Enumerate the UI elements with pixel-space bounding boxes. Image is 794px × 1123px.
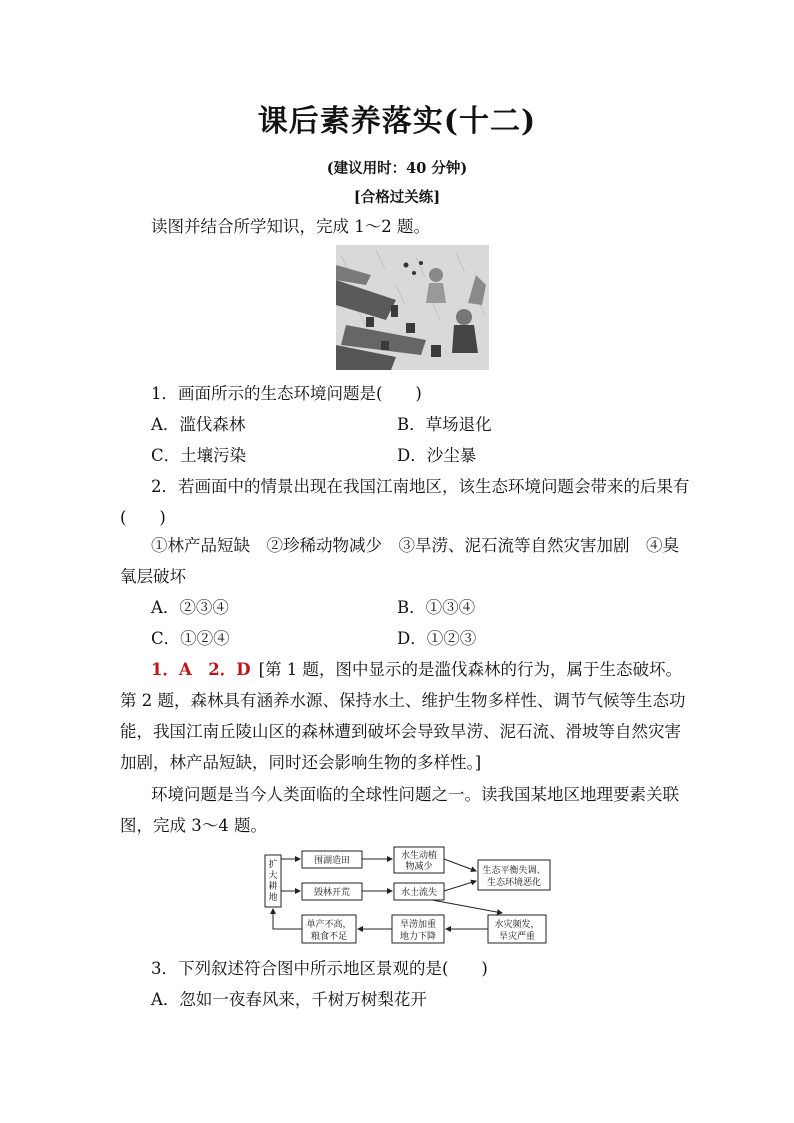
- q1-option-c: C．土壤污染: [151, 446, 247, 465]
- diagram-box6-line2: 旱灾严重: [498, 932, 536, 942]
- answer-line1: [151, 660, 682, 680]
- answer-key: 1．A 2．D: [151, 660, 251, 679]
- deforestation-illustration: [336, 245, 489, 370]
- q2-options-line2: 氧层破坏: [120, 567, 186, 586]
- q2-options-line1: ①林产品短缺 ②珍稀动物减少 ③旱涝、泥石流等自然灾害加剧 ④臭: [151, 536, 679, 555]
- diagram-box1: 围湖造田: [313, 856, 351, 866]
- answer-line2: 第 2 题，森林具有涵养水源、保持水土、维护生物多样性、调节气候等生态功: [120, 691, 686, 710]
- page-title: 课后素养落实(十二): [257, 104, 537, 139]
- q2-option-c: C．①②④: [151, 629, 230, 648]
- diagram-expand-char4: 地: [268, 893, 278, 903]
- q1-option-a: A．滥伐森林: [151, 415, 246, 434]
- diagram-expand-char3: 耕: [268, 882, 278, 892]
- q3-option-a: A．忽如一夜春风来，千树万树梨花开: [151, 990, 427, 1009]
- q2-stem-line2: ( ): [120, 508, 166, 527]
- answer-line3: 能，我国江南丘陵山区的森林遭到破坏会导致旱涝、泥石流、滑坡等自然灾害: [120, 722, 681, 741]
- answer-line4: 加剧，林产品短缺，同时还会影响生物的多样性。]: [120, 753, 482, 772]
- q3-stem: 3．下列叙述符合图中所示地区景观的是( ): [151, 959, 488, 978]
- intro-2-line1: 环境问题是当今人类面临的全球性问题之一。读我国某地区地理要素关联: [151, 785, 679, 804]
- q1-stem: 1．画面所示的生态环境问题是( ): [151, 384, 422, 403]
- diagram-box5-line2: 生态环境恶化: [486, 878, 542, 888]
- diagram-box3-line1: 水生动植: [400, 851, 438, 861]
- answer-explanation-1: [第 1 题，图中显示的是滥伐森林的行为，属于生态破坏。: [258, 660, 683, 679]
- intro-2-line2: 图，完成 3～4 题。: [120, 816, 267, 835]
- diagram-box6-line1: 水灾频发，: [494, 920, 540, 930]
- diagram-expand-char2: 大: [268, 871, 278, 881]
- diagram-box8-line2: 粮食不足: [310, 932, 348, 942]
- q1-option-d: D．沙尘暴: [397, 446, 477, 465]
- q2-option-d: D．①②③: [397, 629, 477, 648]
- q2-option-a: A．②③④: [151, 598, 229, 617]
- relation-diagram: [262, 845, 562, 945]
- diagram-box8-line1: 单产不高，: [306, 920, 352, 930]
- diagram-box3-line2: 物减少: [405, 862, 433, 872]
- diagram-box5-line1: 生态平衡失调、: [482, 866, 546, 876]
- intro-1: 读图并结合所学知识，完成 1～2 题。: [151, 217, 430, 236]
- diagram-box4: 水土流失: [400, 888, 438, 898]
- diagram-box7-line2: 地力下降: [399, 932, 437, 942]
- q2-option-b: B．①③④: [397, 598, 476, 617]
- q1-option-b: B．草场退化: [397, 415, 492, 434]
- diagram-expand-char1: 扩: [268, 860, 278, 870]
- time-note: (建议用时：40 分钟): [326, 160, 468, 177]
- diagram-box2: 毁林开荒: [313, 888, 351, 898]
- diagram-box7-line1: 旱涝加重: [399, 920, 437, 930]
- q2-stem-line1: 2．若画面中的情景出现在我国江南地区，该生态环境问题会带来的后果有: [151, 477, 690, 496]
- section-label: [合格过关练]: [353, 189, 441, 206]
